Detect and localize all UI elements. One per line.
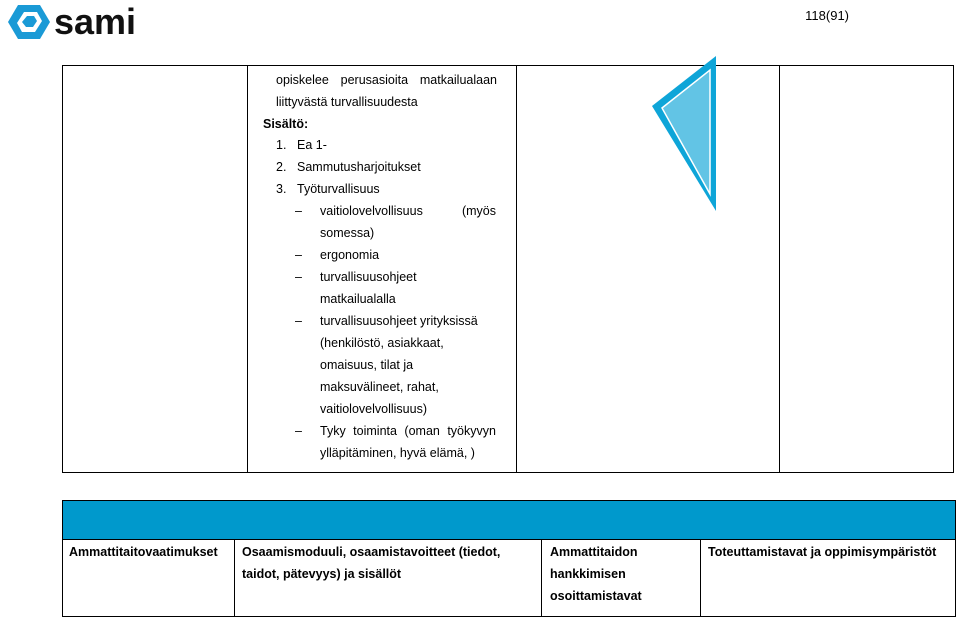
bullet-2: ergonomia [320,248,380,262]
dash-bullet-icon: – [295,314,302,328]
table-col-line [541,539,542,617]
decorative-triangle-icon [650,56,720,211]
col-header-methods: Toteuttamistavat ja oppimisympäristöt [708,545,937,559]
bullet-4-line-5: vaitiolovelvollisuus) [320,402,427,416]
bullet-4-line-4: maksuvälineet, rahat, [320,380,439,394]
bullet-5-line-1: Tyky toiminta (oman työkyvyn [320,424,496,438]
table-col-line [234,539,235,617]
table-col-line [62,65,63,473]
dash-bullet-icon: – [295,248,302,262]
table-border-top [62,500,956,501]
table-col-line [953,65,954,473]
bullet-4-line-3: omaisuus, tilat ja [320,358,414,372]
dash-bullet-icon: – [295,204,302,218]
intro-line-2: liittyvästä turvallisuudesta [276,95,418,109]
logo-text: sami [54,2,137,42]
numbered-item-3: 3. Työturvallisuus [276,182,380,196]
header-color-band [62,500,956,539]
col-header-requirements: Ammattitaitovaatimukset [69,545,218,559]
bullet-5-line-2: ylläpitäminen, hyvä elämä, ) [320,446,475,460]
dash-bullet-icon: – [295,424,302,438]
col-header-module: Osaamismoduuli, osaamistavoitteet (tiedot, taidot, pätevyys) ja sisällöt [242,545,501,581]
bullet-1-line-2: somessa) [320,226,375,240]
table-border-bottom [62,616,956,617]
intro-line-1: opiskelee perusasioita matkailualaan [276,73,497,87]
col-header-demonstration: Ammattitaidon hankkimisen osoittamistavat [550,545,642,603]
table-col-line [62,500,63,617]
table-border-mid [62,539,956,540]
table-col-line [247,65,248,473]
numbered-item-2: 2. Sammutusharjoitukset [276,160,421,174]
table-col-line [700,539,701,617]
bullet-3-line-1: turvallisuusohjeet [320,270,417,284]
table-col-line [516,65,517,473]
bullet-4-line-2: (henkilöstö, asiakkaat, [320,336,444,350]
bullet-4-line-1: turvallisuusohjeet yrityksissä [320,314,478,328]
logo-mark-icon [6,2,166,42]
page-number: 118(91) [805,8,849,23]
sisalto-label: Sisältö: [263,117,309,131]
bullet-3-line-2: matkailualalla [320,292,396,306]
header-table [62,500,956,617]
table-col-line [779,65,780,473]
sami-logo [6,2,166,42]
table-col-line [955,500,956,617]
bullet-1-line-1: vaitiolovelvollisuus (myös [320,204,496,218]
table-border-bottom [62,472,954,473]
dash-bullet-icon: – [295,270,302,284]
table-border-top [62,65,954,66]
content-table [62,65,954,473]
numbered-item-1: 1. Ea 1- [276,138,327,152]
